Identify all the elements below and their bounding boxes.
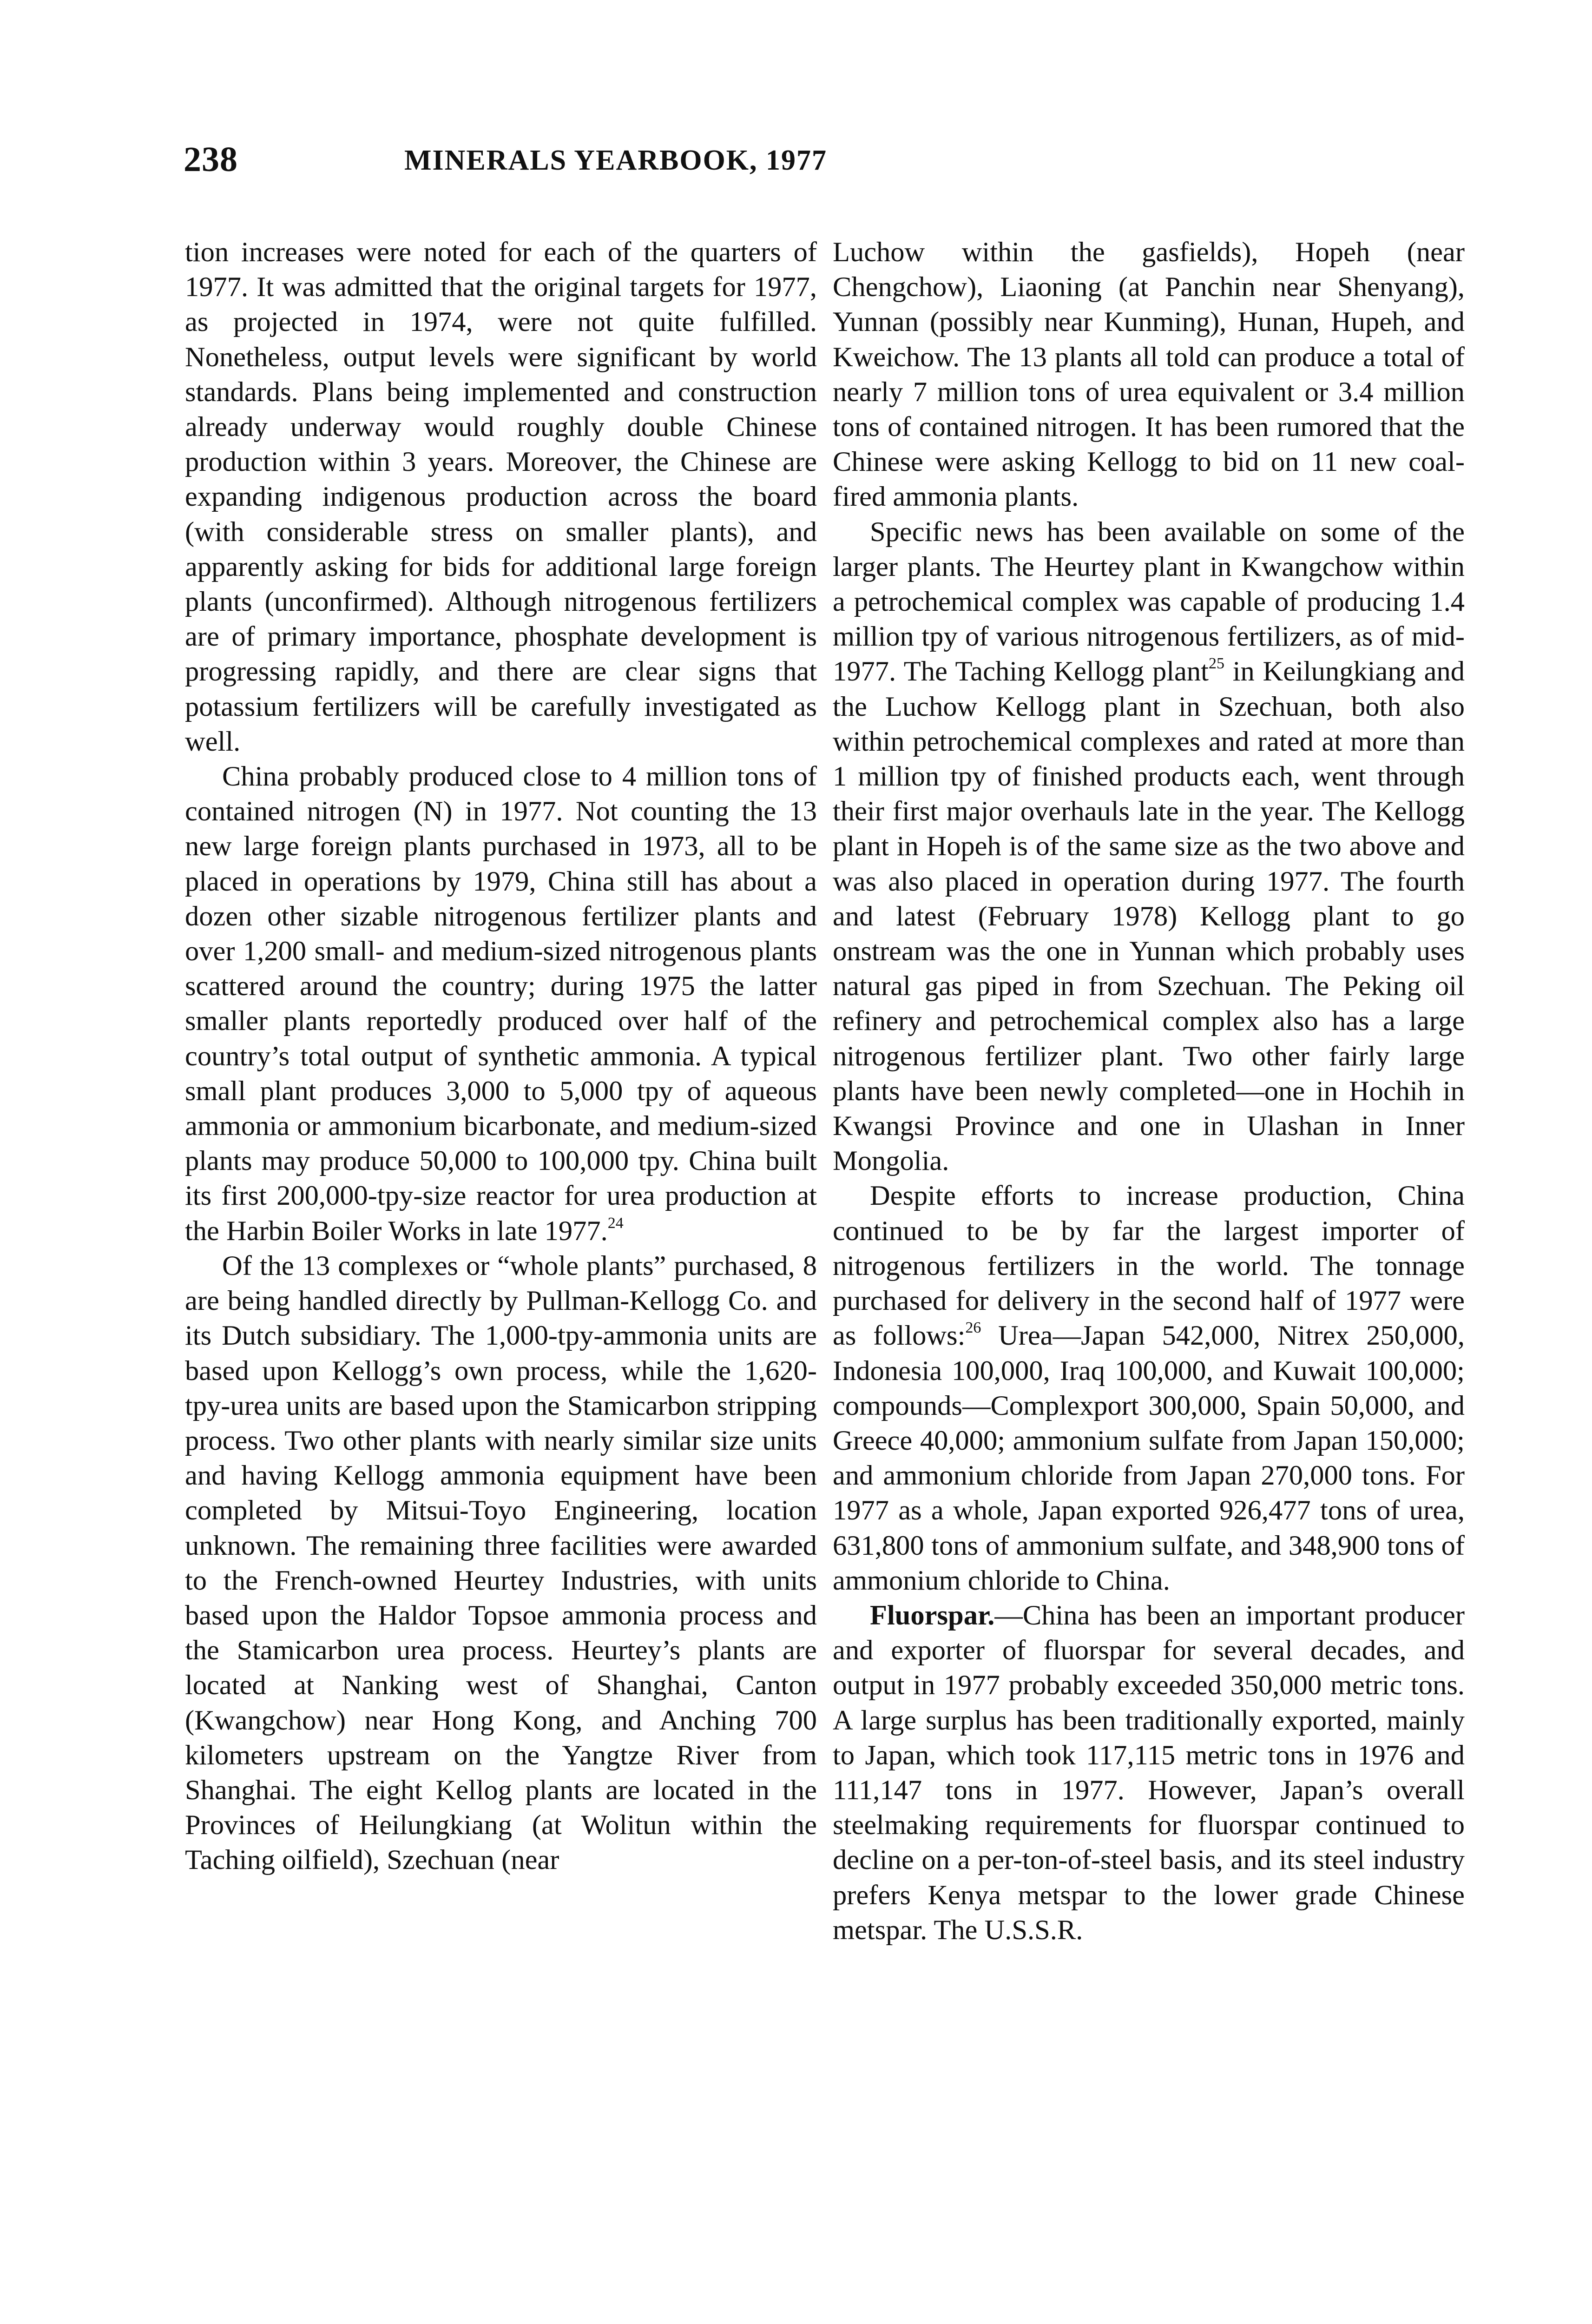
section-heading: Fluorspar.: [870, 1599, 995, 1631]
paragraph-text: Specific news has been available on some of the larger plants. The Heurtey plant in Kwangchow within a petrochemical complex was capable of producing 1.4 million tpy of various nitrogenous fertilizers, as of mid-1977. The Taching Kellogg plant: [833, 516, 1465, 687]
footnote-ref: 25: [1208, 655, 1224, 673]
paragraph-text: Urea—Japan 542,000, Nitrex 250,000, Indonesia 100,000, Iraq 100,000, and Kuwait 100,000; compounds—Complexport 300,000, Spain 50,000, and Greece 40,000; ammonium sulfate from Japan 150,000; and ammonium chloride from Japan 270,000 tons. For 1977 as a whole, Japan exported 926,477 tons of urea, 631,800 tons of ammonium sulfate, and 348,900 tons of ammonium chloride to China.: [833, 1320, 1465, 1596]
paragraph: [833, 1178, 1465, 1598]
paragraph: [185, 759, 817, 1248]
left-column: [185, 235, 817, 1878]
running-title: MINERALS YEARBOOK, 1977: [404, 145, 828, 176]
paragraph: [833, 1598, 1465, 1948]
paragraph: Luchow within the gasfields), Hopeh (near Chengchow), Liaoning (at Panchin near Shenyang), Yunnan (possibly near Kunming), Hunan, Hupeh, and Kweichow. The 13 plants all told can produce a total of nearly 7 million tons of urea equivalent or 3.4 million tons of contained nitrogen. It has been rumored that the Chinese were asking Kellogg to bid on 11 new coal-fired ammonia plants.: [833, 237, 1465, 513]
right-column: [833, 235, 1465, 1948]
paragraph: [833, 515, 1465, 1179]
paragraph: Of the 13 complexes or “whole plants” purchased, 8 are being handled directly by Pullman-Kellogg Co. and its Dutch subsidiary. The 1,000-tpy-ammonia units are based upon Kellogg’s own process, while the 1,620-tpy-urea units are based upon the Stamicarbon stripping process. Two other plants with nearly similar size units and having Kellogg ammonia equipment have been completed by Mitsui-Toyo Engineering, location unknown. The remaining three facilities were awarded to the French-owned Heurtey Industries, with units based upon the Haldor Topsoe ammonia process and the Stamicarbon urea process. Heurtey’s plants are located at Nanking west of Shanghai, Canton (Kwangchow) near Hong Kong, and Anching 700 kilometers upstream on the Yangtze River from Shanghai. The eight Kellog plants are located in the Provinces of Heilungkiang (at Wolitun within the Taching oilfield), Szechuan (near: [185, 1250, 817, 1876]
footnote-ref: 26: [965, 1319, 981, 1337]
page-number: 238: [184, 140, 238, 179]
running-header: [184, 139, 1048, 191]
paragraph-text: China probably produced close to 4 million tons of contained nitrogen (N) in 1977. Not counting the 13 new large foreign plants purchased in 1973, all to be placed in operations by 1979, China still has about a dozen other sizable nitrogenous fertilizer plants and over 1,200 small- and medium-sized nitrogenous plants scattered around the country; during 1975 the latter smaller plants reportedly produced over half of the country’s total output of synthetic ammonia. A typical small plant produces 3,000 to 5,000 tpy of aqueous ammonia or ammonium bicarbonate, and medium-sized plants may produce 50,000 to 100,000 tpy. China built its first 200,000-tpy-size reactor for urea production at the Harbin Boiler Works in late 1977.: [185, 761, 817, 1247]
paragraph-text: Despite efforts to increase production, China continued to be by far the largest importer of nitrogenous fertilizers in the world. The tonnage purchased for delivery in the second half of 1977 were as follows:: [833, 1180, 1465, 1352]
paragraph-text: in Keilungkiang and the Luchow Kellogg plant in Szechuan, both also within petrochemical complexes and rated at more than 1 million tpy of finished products each, went through their first major overhauls late in the year. The Kellogg plant in Hopeh is of the same size as the two above and was also placed in operation during 1977. The fourth and latest (February 1978) Kellogg plant to go onstream was the one in Yunnan which probably uses natural gas piped in from Szechuan. The Peking oil refinery and petrochemical complex also has a large nitrogenous fertilizer plant. Two other fairly large plants have been newly completed—one in Hochih in Kwangsi Province and one in Ulashan in Inner Mongolia.: [833, 656, 1465, 1177]
paragraph: tion increases were noted for each of the quarters of 1977. It was admitted that the original targets for 1977, as projected in 1974, were not quite fulfilled. Nonetheless, output levels were significant by world standards. Plans being implemented and construction already underway would roughly double Chinese production within 3 years. Moreover, the Chinese are expanding indigenous production across the board (with considerable stress on smaller plants), and apparently asking for bids for additional large foreign plants (unconfirmed). Although nitrogenous fertilizers are of primary importance, phosphate development is progressing rapidly, and there are clear signs that potassium fertilizers will be carefully investigated as well.: [185, 237, 817, 757]
footnote-ref: 24: [607, 1214, 624, 1232]
paragraph-text: —China has been an important producer and exporter of fluorspar for several decades, and output in 1977 probably exceeded 350,000 metric tons. A large surplus has been traditionally exported, mainly to Japan, which took 117,115 metric tons in 1976 and 111,147 tons in 1977. However, Japan’s overall steelmaking requirements for fluorspar continued to decline on a per-ton-of-steel basis, and its steel industry prefers Kenya metspar to the lower grade Chinese metspar. The U.S.S.R.: [833, 1599, 1465, 1946]
